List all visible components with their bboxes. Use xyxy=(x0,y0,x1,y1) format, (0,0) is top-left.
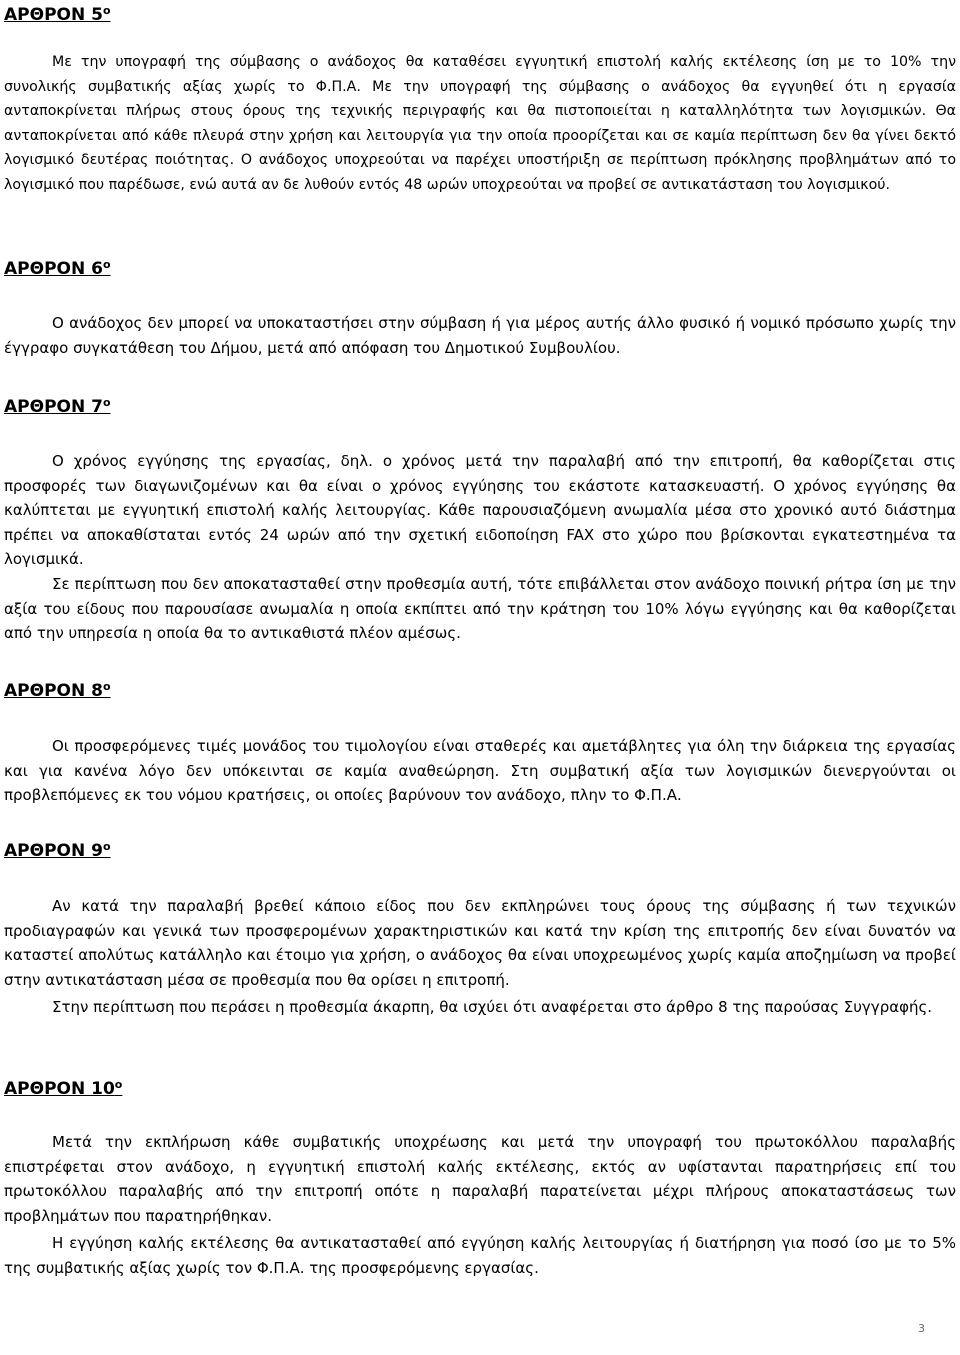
article-7-paragraph-1-text: Ο χρόνος εγγύησης της εργασίας, δηλ. ο χρόνος μετά την παραλαβή από την επιτροπή, θα καθορίζεται στις προσφορές των διαγωνιζομένων και θα είναι ο χρόνος εγγύησης του εκάστοτε κατασκευαστή. Ο χρόνος εγγύησης θα καλύπτεται με εγγυητική επιστολή καλής λειτουργίας. Κάθε παρουσιαζόμενη ανωμαλία μέσα στο χρονικό αυτό διάστημα πρέπει να αποκαθίσταται εντός 24 ωρών από την σχετική ειδοποίηση FAX στο χώρο που βρίσκονται εγκατεστημένα τα λογισμικά. xyxy=(4,452,956,568)
article-7-title: ΑΡΘΡΟΝ 7 xyxy=(4,397,103,417)
article-6-heading xyxy=(4,258,111,279)
article-10-paragraph-1 xyxy=(4,1130,956,1228)
article-5-paragraph-1 xyxy=(4,50,956,197)
article-9-title: ΑΡΘΡΟΝ 9 xyxy=(4,841,103,861)
article-9-paragraph-2 xyxy=(4,995,956,1020)
article-9-ordinal: ο xyxy=(102,840,111,853)
article-7-paragraph-2-text: Σε περίπτωση που δεν αποκατασταθεί στην προθεσμία αυτή, τότε επιβάλλεται στον ανάδοχο ποινική ρήτρα ίση με την αξία του είδους που παρουσίασε ανωμαλία η οποία εκπίπτει από την κράτηση του 10% λόγω εγγύησης και θα καθορίζεται από την υπηρεσία η οποία θα το αντικαθιστά πλέον αμέσως. xyxy=(4,575,956,642)
article-5-title: ΑΡΘΡΟΝ 5 xyxy=(4,5,103,25)
article-10-paragraph-2-text: Η εγγύηση καλής εκτέλεσης θα αντικατασταθεί από εγγύηση καλής λειτουργίας ή διατήρηση για ποσό ίσο με το 5% της συμβατικής αξίας χωρίς τον Φ.Π.Α. της προσφερόμενης εργασίας. xyxy=(4,1234,956,1277)
article-7-paragraph-2 xyxy=(4,572,956,646)
article-6-paragraph-1 xyxy=(4,311,956,360)
article-10-ordinal: ο xyxy=(114,1078,123,1091)
article-5-paragraph-1-text: Με την υπογραφή της σύμβασης ο ανάδοχος θα καταθέσει εγγυητική επιστολή καλής εκτέλεσης ίση με το 10% την συνολικής συμβατικής αξίας χωρίς το Φ.Π.Α. Με την υπογραφή της σύμβασης ο ανάδοχος θα εγγυηθεί ότι η εργασία ανταποκρίνεται πλήρως στους όρους της τεχνικής περιγραφής και θα πιστοποιείται η καταλληλότητα των λογισμικών. Θα ανταποκρίνεται από κάθε πλευρά στην χρήση και λειτουργία για την οποία προορίζεται και σε καμία περίπτωση δεν θα γίνει δεκτό λογισμικό δευτέρας ποιότητας. Ο ανάδοχος υποχρεούται να παρέχει υποστήριξη σε περίπτωση πρόκλησης προβλημάτων από το λογισμικό που παρέδωσε, ενώ αυτά αν δε λυθούν εντός 48 ωρών υποχρεούται να προβεί σε αντικατάσταση του λογισμικού. xyxy=(4,54,956,193)
article-6-paragraph-1-text: Ο ανάδοχος δεν μπορεί να υποκαταστήσει στην σύμβαση ή για μέρος αυτής άλλο φυσικό ή νομικό πρόσωπο χωρίς την έγγραφο συγκατάθεση του Δήμου, μετά από απόφαση του Δημοτικού Συμβουλίου. xyxy=(4,314,956,357)
article-8-paragraph-1-text: Οι προσφερόμενες τιμές μονάδος του τιμολογίου είναι σταθερές και αμετάβλητες για όλη την διάρκεια της εργασίας και για κανένα λόγο δεν υπόκεινται σε καμία αναθεώρηση. Στη συμβατική αξία των λογισμικών διενεργούνται οι προβλεπόμενες εκ του νόμου κρατήσεις, οι οποίες βαρύνουν τον ανάδοχο, πλην το Φ.Π.Α. xyxy=(4,737,956,804)
page-number: 3 xyxy=(918,1322,925,1335)
article-6-ordinal: ο xyxy=(102,258,111,271)
article-8-paragraph-1 xyxy=(4,734,956,808)
article-9-heading xyxy=(4,840,111,861)
article-9-paragraph-1 xyxy=(4,894,956,992)
article-7-heading xyxy=(4,396,111,417)
article-7-paragraph-1 xyxy=(4,449,956,572)
article-6-title: ΑΡΘΡΟΝ 6 xyxy=(4,259,103,279)
article-5-heading xyxy=(4,4,111,25)
article-9-paragraph-1-text: Αν κατά την παραλαβή βρεθεί κάποιο είδος που δεν εκπληρώνει τους όρους της σύμβασης ή των τεχνικών προδιαγραφών και γενικά των προσφερομένων χαρακτηριστικών και κατά την κρίση της επιτροπής δεν είναι δυνατόν να καταστεί απολύτως κατάλληλο και έτοιμο για χρήση, ο ανάδοχος θα είναι υποχρεωμένος χωρίς καμία αποζημίωση να προβεί στην αντικατάσταση μέσα σε προθεσμία που θα ορίσει η επιτροπή. xyxy=(4,897,956,989)
article-7-ordinal: ο xyxy=(102,396,111,409)
article-8-ordinal: ο xyxy=(102,680,111,693)
article-8-title: ΑΡΘΡΟΝ 8 xyxy=(4,681,103,701)
article-10-paragraph-1-text: Μετά την εκπλήρωση κάθε συμβατικής υποχρέωσης και μετά την υπογραφή του πρωτοκόλλου παραλαβής επιστρέφεται στον ανάδοχο, η εγγυητική επιστολή καλής εκτέλεσης, εκτός αν υφίστανται παρατηρήσεις επί του πρωτοκόλλου παραλαβής από την επιτροπή οπότε η παραλαβή παρατείνεται μέχρι πλήρους αποκαταστάσεως των προβλημάτων που παρατηρήθηκαν. xyxy=(4,1133,956,1225)
article-10-title: ΑΡΘΡΟΝ 10 xyxy=(4,1079,115,1099)
article-9-paragraph-2-text: Στην περίπτωση που περάσει η προθεσμία άκαρπη, θα ισχύει ότι αναφέρεται στο άρθρο 8 της παρούσας Συγγραφής. xyxy=(52,998,933,1016)
article-5-ordinal: ο xyxy=(102,4,111,17)
article-8-heading xyxy=(4,680,111,701)
article-10-paragraph-2 xyxy=(4,1231,956,1280)
article-10-heading xyxy=(4,1078,122,1099)
